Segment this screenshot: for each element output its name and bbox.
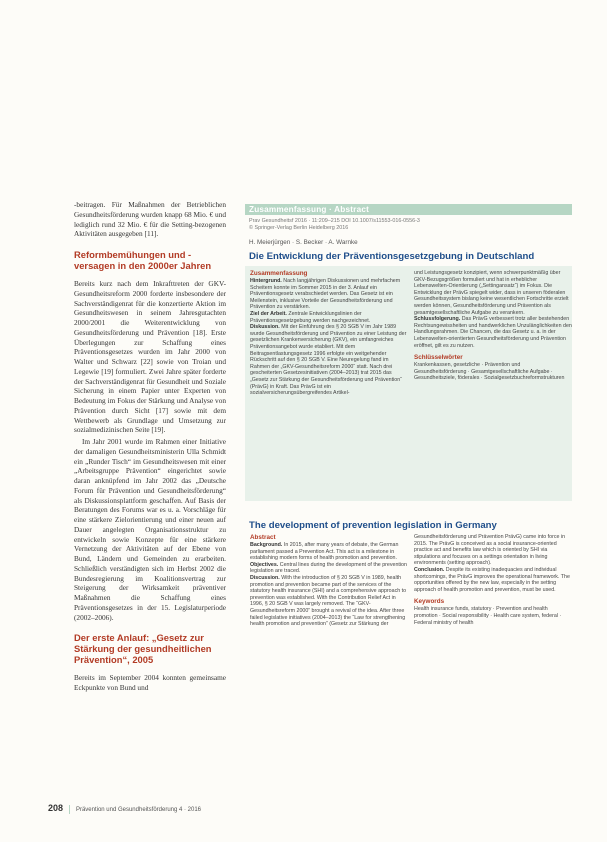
page-footer — [48, 803, 201, 814]
citation-line: Prav Gesundheitsf 2016 · 11:209–215 DOI 10.1007/s11553-016-0556-3 — [249, 218, 420, 224]
section-heading-reforms: Reformbemühungen und -versagen in den 2000er Jahren — [74, 249, 212, 271]
journal-name: Prävention und Gesundheitsförderung 4 · 2016 — [75, 807, 202, 813]
citation — [249, 218, 569, 232]
german-title: Die Entwicklung der Präventionsgesetzgebung in Deutschland — [249, 251, 535, 262]
abstract-para: Background. In 2015, after many years of debate, the German parliament passed a Prevention Act. This act is a milestone in establishing modern forms of health promotion and prevention. — [250, 542, 399, 562]
paragraph: Bereits im September 2004 konnten gemeinsame Eckpunkte von Bund und — [74, 673, 226, 692]
authors: H. Meierjürgen · S. Becker · A. Warnke — [249, 239, 358, 246]
abstract-para: Ziel der Arbeit. Zentrale Entwicklungslinien der Präventionsgesetzgebung werden nachgezeichnet. — [250, 310, 371, 324]
abstract-heading: Abstract — [250, 534, 276, 541]
keywords-heading: Keywords — [414, 598, 445, 606]
section-heading-first-attempt: Der erste Anlauf: „Gesetz zur Stärkung der gesundheitlichen Prävention“, 2005 — [74, 632, 212, 666]
english-abstract-box — [245, 534, 572, 698]
abstract-bar-label: Zusammenfassung · Abstract — [249, 205, 370, 214]
abstract-para: Schlussfolgerung. Das PrävG verbessert trotz aller bestehenden Rechtsungewissheiten und handwerklichen Unzulänglichkeiten den Handlungsrahmen. Die Chancen, die das Gesetz u. a. in der Lebenswelten-orientierten Gesundheitsförderung und Prävention eröffnet, gilt es zu nutzen. — [414, 316, 572, 349]
english-abstract-col1 — [250, 534, 408, 628]
intro-paragraph: -beitragen. Für Maßnahmen der Betrieblichen Gesundheitsförderung wurden knapp 68 Mio. € und lediglich rund 32 Mio. € für die Setting-bezogenen Aktivitäten ausgegeben [11]. — [74, 200, 226, 239]
abstract-para: Gesundheitsförderung und Prävention PrävG) came into force in 2015. The PrävG is conceived as a social insurance-oriented practice act and benefits law which is oriented by SHI via stipulations and focuses on a settings orientation in living environments (setting approach). — [414, 534, 566, 567]
abstract-para: Hintergrund. Nach langjährigen Diskussionen und mehrfachem Scheitern konnte im Sommer 2015 in der 3. Anlauf ein Präventionsgesetz verabschiedet werden. Das Gesetz ist ein Meilenstein, inklusive Vorteile der Gesundheitsförderung und Prävention zu verstärken. — [250, 278, 401, 311]
english-abstract-col2 — [414, 534, 572, 626]
copyright-line: © Springer-Verlag Berlin Heidelberg 2016 — [249, 225, 349, 231]
abstract-header-bar — [245, 204, 572, 215]
german-abstract-box — [245, 266, 572, 501]
footer-divider — [69, 805, 70, 814]
abstract-para: Discussion. With the introduction of § 20 SGB V in 1989, health promotion and prevention became part of the services of the statutory health insurance (SHI) and a comprehensive approach to prevention was established. With the Contribution Relief Act in 1996, § 20 SGB V was largely removed. The “GKV-Gesundheitsreform 2000” brought a revival of the idea. After three failed legislative initiatives (2004–2013) the “Law for strengthening health promotion and prevention” (Gesetz zur Stärkung der — [250, 574, 407, 628]
page-number: 208 — [48, 803, 64, 813]
abstract-para: und Leistungsgesetz konzipiert, wenn schwerpunktmäßig über GKV-Bezugsgrößen formuliert und hat in erheblicher Lebenswelten-Orientierung („Settingansatz“) im Fokus. Die Entwicklung der PrävG spiegelt wider, dass in unseren föderalen Gesundheitssystem bislang keine wesentlichen Fortschritte erzielt werden können, Gesundheitsförderung und Prävention als gesamtgesellschaftliche Aufgabe zu verankern. — [414, 270, 569, 316]
german-abstract-col2 — [414, 270, 572, 382]
keywords-heading: Schlüsselwörter — [414, 354, 463, 362]
left-column — [74, 200, 226, 695]
abstract-para: Conclusion. Despite its existing inadequacies and individual shortcomings, the PrävG improves the operational framework. The opportunities offered by the new law, especially in the setting approach of health promotion and prevention, must be used. — [414, 566, 570, 593]
english-title: The development of prevention legislation in Germany — [249, 520, 497, 531]
abstract-para: Diskussion. Mit der Einführung des § 20 SGB V im Jahr 1989 wurde Gesundheitsförderung und Prävention zu einer Leistung der gesetzlichen Krankenversicherung (GKV), ein umfangreiches Präventionsangebot wurde etabliert. Mit dem Beitragsentlastungsgesetz 1996 erfolgte ein weitgehender Rückschritt auf den § 20 SGB V. Eine Neuregelung fand im Rahmen der „GKV-Gesundheitsreform 2000“ statt. Nach drei gescheiterten Gesetzesinitiativen (2004–2013) trat 2015 das „Gesetz zur Stärkung der Gesundheitsförderung und Prävention“ (PrävG) in Kraft. Das PrävG ist ein sozialversicherungsübergreifendes Artikel- — [250, 324, 407, 397]
keywords: Krankenkassen, gesetzliche · Prävention und Gesundheitsförderung · Gesamtgesellschaftliche Aufgabe · Gesundheitsziele, föderales · Sozialgesetzbuchreformstrukturen — [414, 362, 565, 382]
abstract-para: Objectives. Central lines during the development of the prevention legislation are traced. — [250, 561, 407, 575]
keywords: Health insurance funds, statutory · Prevention and health promotion · Social responsibility · Health care system, federal · Federal ministry of health — [414, 606, 562, 626]
abstract-heading: Zusammenfassung — [250, 270, 308, 277]
paragraph: Bereits kurz nach dem Inkrafttreten der GKV-Gesundheitsreform 2000 forderte insbesondere der Sachverständigenrat für die konzertierte Aktion im Gesundheitswesen in seinem Jahresgutachten 2000/2001 die Weiterentwicklung von Gesundheitsförderung und Prävention [18]. Erste Überlegungen zur Schaffung eines Präventionsgesetzes wurden im Jahr 2000 von Walter und Schwarz [22] sowie von Troian und Legewie [19] formuliert. Zwei Jahre später forderte der Sachverständigenrat für Gesundheit und Soziale Sicherung in einem Papier unter Experten von Bedeutung im Fokus der Stärkung und Analyse von Prävention durch Sicht [17] sowie mit dem Wettbewerb als Grundlage und Umsetzung zur sozialmedizinischen Seite [19]. — [74, 279, 226, 435]
german-abstract-col1 — [250, 270, 408, 397]
paragraph: Im Jahr 2001 wurde im Rahmen einer Initiative der damaligen Gesundheitsministerin Ulla Schmidt ein „Runder Tisch“ im Gesundheitswesen mit einer „Arbeitsgruppe Prävention“ eingerichtet sowie daran anknüpfend im Jahr 2002 das „Deutsche Forum für Prävention und Gesundheitsförderung“ als Diskussionsplattform geschaffen. Auf Basis der Beratungen des Forums war es u. a. Vorschläge für eine stärkere Zielorientierung und einer neuen auf Dauer angelegten Organisationsstruktur zu entwickeln sowie Konzepte für eine stärkere Vernetzung der Aktivitäten auf der Ebene von Bund, Ländern und Gemeinden zu erarbeiten. Schließlich verständigten sich im Herbst 2002 die Bundesregierung im Koalitionsvertrag zur Steigerung der Wirksamkeit präventiver Maßnahmen die Schaffung eines Präventionsgesetzes in der 15. Legislaturperiode (2002–2006). — [74, 437, 226, 622]
